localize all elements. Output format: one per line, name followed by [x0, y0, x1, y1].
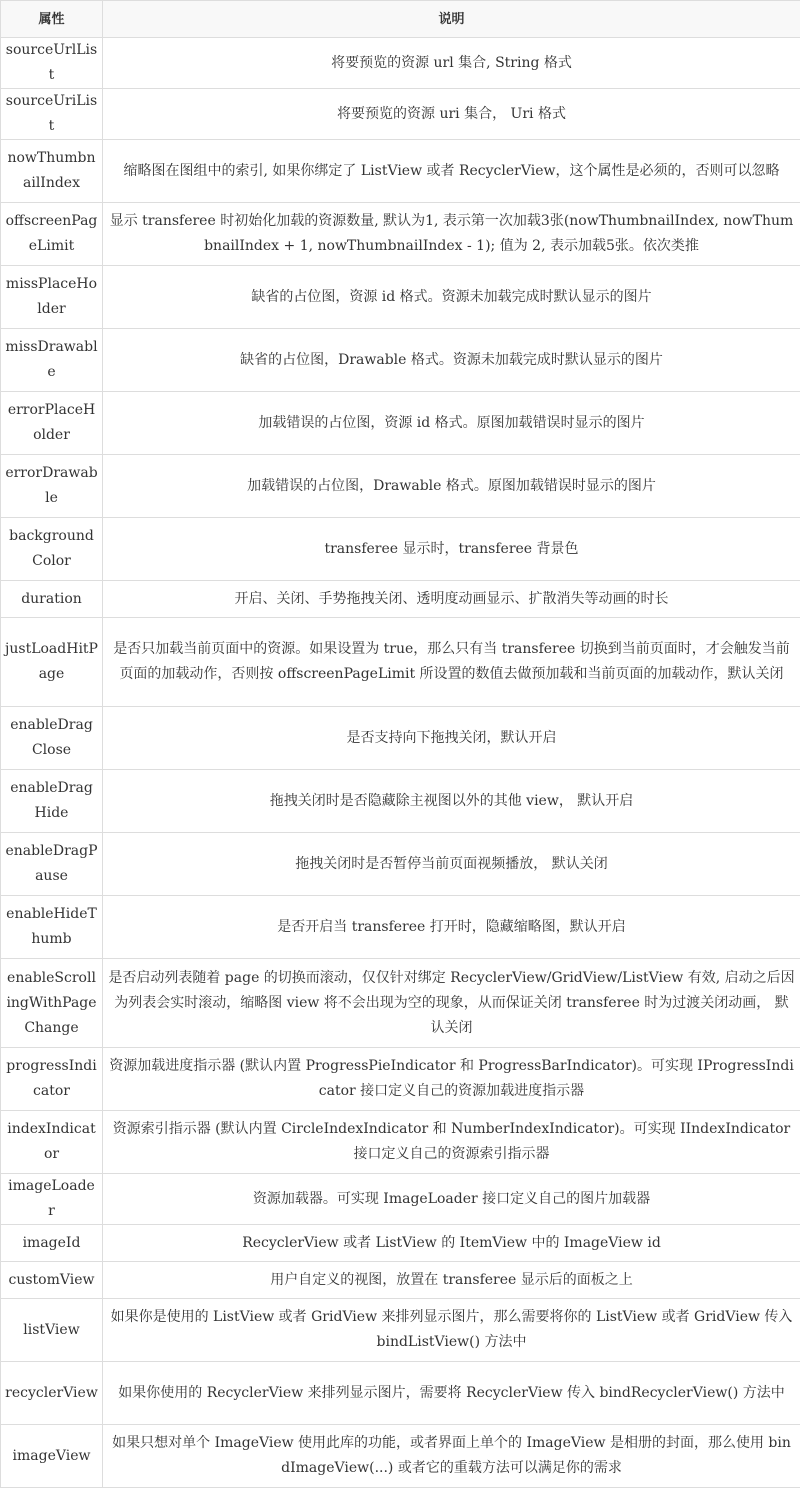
table-row — [1, 896, 800, 959]
table-row — [1, 203, 800, 266]
property-description: 缺省的占位图，Drawable 格式。资源未加载完成时默认显示的图片 — [103, 329, 800, 392]
property-name: offscreenPageLimit — [1, 203, 103, 266]
property-name: errorPlaceHolder — [1, 392, 103, 455]
property-description: 缺省的占位图，资源 id 格式。资源未加载完成时默认显示的图片 — [103, 266, 800, 329]
table-row — [1, 38, 800, 89]
property-name: enableHideThumb — [1, 896, 103, 959]
property-name: nowThumbnailIndex — [1, 140, 103, 203]
property-name: sourceUriList — [1, 89, 103, 140]
property-description: 是否支持向下拖拽关闭，默认开启 — [103, 707, 800, 770]
table-row — [1, 618, 800, 707]
table-row — [1, 833, 800, 896]
property-description: 是否只加载当前页面中的资源。如果设置为 true，那么只有当 transferee 切换到当前页面时，才会触发当前页面的加载动作，否则按 offscreenPageLimit 所设置的数值去做预加载和当前页面的加载动作，默认关闭 — [103, 618, 800, 707]
property-name: customView — [1, 1262, 103, 1299]
property-name: recyclerView — [1, 1362, 103, 1425]
property-description: 用户自定义的视图，放置在 transferee 显示后的面板之上 — [103, 1262, 800, 1299]
property-description: 将要预览的资源 uri 集合， Uri 格式 — [103, 89, 800, 140]
property-name: listView — [1, 1299, 103, 1362]
property-description: 开启、关闭、手势拖拽关闭、透明度动画显示、扩散消失等动画的时长 — [103, 581, 800, 618]
property-name: errorDrawable — [1, 455, 103, 518]
table-row — [1, 1425, 800, 1488]
property-name: backgroundColor — [1, 518, 103, 581]
table-row — [1, 1048, 800, 1111]
property-description: 如果只想对单个 ImageView 使用此库的功能，或者界面上单个的 ImageView 是相册的封面，那么使用 bindImageView(...) 或者它的重载方法可以满足你的需求 — [103, 1425, 800, 1488]
table-row — [1, 1111, 800, 1174]
table-header-row — [1, 1, 800, 38]
property-description: 如果你使用的 RecyclerView 来排列显示图片，需要将 RecyclerView 传入 bindRecyclerView() 方法中 — [103, 1362, 800, 1425]
property-name: enableDragClose — [1, 707, 103, 770]
table-row — [1, 266, 800, 329]
property-name: progressIndicator — [1, 1048, 103, 1111]
table-row — [1, 707, 800, 770]
property-name: imageView — [1, 1425, 103, 1488]
property-description: RecyclerView 或者 ListView 的 ItemView 中的 ImageView id — [103, 1225, 800, 1262]
header-property: 属性 — [1, 1, 103, 38]
property-name: imageId — [1, 1225, 103, 1262]
table-row — [1, 89, 800, 140]
table-row — [1, 1262, 800, 1299]
property-description: 加载错误的占位图，Drawable 格式。原图加载错误时显示的图片 — [103, 455, 800, 518]
property-description: 加载错误的占位图，资源 id 格式。原图加载错误时显示的图片 — [103, 392, 800, 455]
property-description: 资源索引指示器 (默认内置 CircleIndexIndicator 和 NumberIndexIndicator)。可实现 IIndexIndicator 接口定义自己的资源索引指示器 — [103, 1111, 800, 1174]
property-name: duration — [1, 581, 103, 618]
property-description: 是否开启当 transferee 打开时，隐藏缩略图，默认开启 — [103, 896, 800, 959]
table-row — [1, 1225, 800, 1262]
property-name: sourceUrlList — [1, 38, 103, 89]
table-row — [1, 140, 800, 203]
header-description: 说明 — [103, 1, 800, 38]
table-row — [1, 1362, 800, 1425]
property-name: enableScrollingWithPageChange — [1, 959, 103, 1048]
property-description: 如果你是使用的 ListView 或者 GridView 来排列显示图片，那么需要将你的 ListView 或者 GridView 传入 bindListView() 方法中 — [103, 1299, 800, 1362]
property-description: 资源加载进度指示器 (默认内置 ProgressPieIndicator 和 ProgressBarIndicator)。可实现 IProgressIndicator 接口定义自己的资源加载进度指示器 — [103, 1048, 800, 1111]
property-description: 是否启动列表随着 page 的切换而滚动，仅仅针对绑定 RecyclerView/GridView/ListView 有效, 启动之后因为列表会实时滚动，缩略图 view 将不会出现为空的现象，从而保证关闭 transferee 时为过渡关闭动画， 默认关闭 — [103, 959, 800, 1048]
table-row — [1, 455, 800, 518]
property-name: enableDragHide — [1, 770, 103, 833]
property-name: missPlaceHolder — [1, 266, 103, 329]
property-description: transferee 显示时，transferee 背景色 — [103, 518, 800, 581]
table-row — [1, 518, 800, 581]
property-name: missDrawable — [1, 329, 103, 392]
property-description: 将要预览的资源 url 集合, String 格式 — [103, 38, 800, 89]
property-description: 显示 transferee 时初始化加载的资源数量, 默认为1, 表示第一次加载3张(nowThumbnailIndex, nowThumbnailIndex + 1, nowThumbnailIndex - 1); 值为 2, 表示加载5张。依次类推 — [103, 203, 800, 266]
property-description: 拖拽关闭时是否暂停当前页面视频播放， 默认关闭 — [103, 833, 800, 896]
table-row — [1, 770, 800, 833]
property-description: 资源加载器。可实现 ImageLoader 接口定义自己的图片加载器 — [103, 1174, 800, 1225]
table-row — [1, 959, 800, 1048]
table-row — [1, 392, 800, 455]
table-row — [1, 1174, 800, 1225]
property-name: indexIndicator — [1, 1111, 103, 1174]
table-row — [1, 329, 800, 392]
property-description: 拖拽关闭时是否隐藏除主视图以外的其他 view， 默认开启 — [103, 770, 800, 833]
property-description: 缩略图在图组中的索引, 如果你绑定了 ListView 或者 RecyclerView，这个属性是必须的，否则可以忽略 — [103, 140, 800, 203]
property-name: imageLoader — [1, 1174, 103, 1225]
table-row — [1, 581, 800, 618]
table-row — [1, 1299, 800, 1362]
property-name: enableDragPause — [1, 833, 103, 896]
property-name: justLoadHitPage — [1, 618, 103, 707]
